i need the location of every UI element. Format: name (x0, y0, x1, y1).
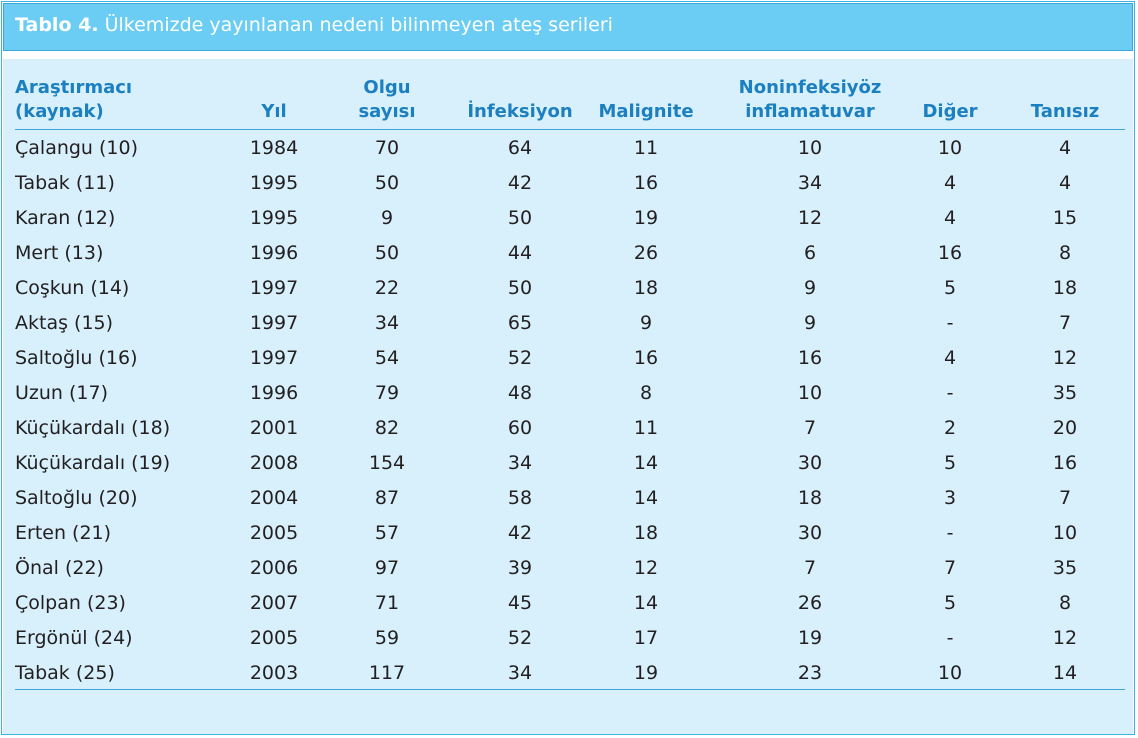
table-title-bar (3, 3, 1133, 51)
cell-infection: 52 (507, 347, 533, 369)
cell-noninfectious: 7 (803, 557, 817, 579)
cell-year: 1997 (249, 312, 299, 334)
cell-year: 1984 (249, 137, 299, 159)
cell-researcher: Aktaş (15) (15, 312, 114, 334)
cell-malignancy: 14 (633, 592, 659, 614)
table-row (3, 376, 1133, 411)
cell-year: 1995 (249, 207, 299, 229)
cell-cases: 50 (374, 242, 400, 264)
cell-other: 4 (943, 172, 957, 194)
cell-noninfectious: 30 (797, 522, 823, 544)
table-row (3, 271, 1133, 306)
cell-researcher: Tabak (11) (15, 172, 115, 194)
cell-undiagnosed: 35 (1052, 557, 1078, 579)
cell-infection: 64 (507, 137, 533, 159)
table-row (3, 341, 1133, 376)
cell-cases: 79 (374, 382, 400, 404)
cell-noninfectious: 34 (797, 172, 823, 194)
cell-undiagnosed: 20 (1052, 417, 1078, 439)
cell-other: 7 (943, 557, 957, 579)
cell-researcher: Küçükardalı (18) (15, 417, 171, 439)
table-row (3, 131, 1133, 166)
cell-undiagnosed: 4 (1058, 172, 1072, 194)
cell-researcher: Uzun (17) (15, 382, 109, 404)
cell-malignancy: 14 (633, 487, 659, 509)
table-row (3, 481, 1133, 516)
cell-malignancy: 19 (633, 207, 659, 229)
cell-other: 3 (943, 487, 957, 509)
cell-other: 2 (943, 417, 957, 439)
cell-malignancy: 11 (633, 417, 659, 439)
cell-researcher: Küçükardalı (19) (15, 452, 171, 474)
table-row (3, 516, 1133, 551)
bottom-rule (15, 689, 1125, 690)
table-row (3, 621, 1133, 656)
table-panel (3, 59, 1133, 734)
header-cases (358, 76, 415, 124)
cell-year: 2005 (249, 627, 299, 649)
cell-other: 5 (943, 592, 957, 614)
cell-other: 5 (943, 277, 957, 299)
cell-infection: 52 (507, 627, 533, 649)
cell-year: 2007 (249, 592, 299, 614)
cell-researcher: Karan (12) (15, 207, 116, 229)
header-cases-line1: Olgu (363, 77, 411, 98)
cell-infection: 48 (507, 382, 533, 404)
cell-undiagnosed: 12 (1052, 347, 1078, 369)
cell-year: 2003 (249, 662, 299, 684)
cell-cases: 87 (374, 487, 400, 509)
cell-other: - (946, 382, 954, 404)
cell-other: - (946, 522, 954, 544)
cell-malignancy: 19 (633, 662, 659, 684)
cell-year: 2001 (249, 417, 299, 439)
cell-malignancy: 8 (639, 382, 653, 404)
cell-noninfectious: 23 (797, 662, 823, 684)
cell-cases: 22 (374, 277, 400, 299)
cell-researcher: Çalangu (10) (15, 137, 139, 159)
table-row (3, 656, 1133, 691)
cell-other: 5 (943, 452, 957, 474)
header-researcher-line2: (kaynak) (15, 101, 104, 122)
cell-cases: 50 (374, 172, 400, 194)
table-row (3, 236, 1133, 271)
cell-cases: 70 (374, 137, 400, 159)
cell-undiagnosed: 18 (1052, 277, 1078, 299)
header-cases-line2: sayısı (358, 101, 416, 122)
cell-researcher: Çolpan (23) (15, 592, 126, 614)
cell-noninfectious: 7 (803, 417, 817, 439)
cell-undiagnosed: 35 (1052, 382, 1078, 404)
cell-undiagnosed: 10 (1052, 522, 1078, 544)
cell-other: 4 (943, 347, 957, 369)
table-row (3, 551, 1133, 586)
cell-other: 4 (943, 207, 957, 229)
cell-other: 10 (937, 662, 963, 684)
cell-noninfectious: 12 (797, 207, 823, 229)
table-row (3, 586, 1133, 621)
cell-other: - (946, 627, 954, 649)
cell-cases: 54 (374, 347, 400, 369)
cell-infection: 34 (507, 662, 533, 684)
cell-malignancy: 26 (633, 242, 659, 264)
cell-malignancy: 18 (633, 522, 659, 544)
header-year: Yıl (261, 101, 287, 122)
table-row (3, 201, 1133, 236)
header-noninfectious (739, 76, 882, 124)
header-malignancy: Malignite (598, 101, 694, 122)
cell-malignancy: 11 (633, 137, 659, 159)
cell-researcher: Erten (21) (15, 522, 112, 544)
cell-noninfectious: 6 (803, 242, 817, 264)
header-infection: İnfeksiyon (467, 101, 573, 122)
table-row (3, 446, 1133, 481)
header-rule (15, 129, 1125, 130)
cell-other: 10 (937, 137, 963, 159)
cell-researcher: Önal (22) (15, 557, 104, 579)
cell-researcher: Coşkun (14) (15, 277, 130, 299)
cell-undiagnosed: 8 (1058, 592, 1072, 614)
table-title (15, 14, 613, 36)
cell-cases: 57 (374, 522, 400, 544)
cell-researcher: Saltoğlu (20) (15, 487, 138, 509)
cell-noninfectious: 9 (803, 312, 817, 334)
table-number: Tablo 4. (15, 14, 99, 36)
cell-infection: 60 (507, 417, 533, 439)
header-noninfectious-line2: inflamatuvar (745, 101, 875, 122)
cell-year: 2005 (249, 522, 299, 544)
cell-infection: 42 (507, 172, 533, 194)
cell-year: 1996 (249, 382, 299, 404)
cell-undiagnosed: 16 (1052, 452, 1078, 474)
cell-undiagnosed: 12 (1052, 627, 1078, 649)
cell-noninfectious: 30 (797, 452, 823, 474)
cell-malignancy: 18 (633, 277, 659, 299)
cell-cases: 34 (374, 312, 400, 334)
cell-malignancy: 17 (633, 627, 659, 649)
table-row (3, 306, 1133, 341)
cell-other: - (946, 312, 954, 334)
cell-cases: 71 (374, 592, 400, 614)
cell-malignancy: 14 (633, 452, 659, 474)
cell-undiagnosed: 8 (1058, 242, 1072, 264)
header-undiagnosed: Tanısız (1030, 101, 1100, 122)
cell-year: 2004 (249, 487, 299, 509)
cell-infection: 42 (507, 522, 533, 544)
cell-undiagnosed: 7 (1058, 312, 1072, 334)
cell-noninfectious: 19 (797, 627, 823, 649)
table-row (3, 411, 1133, 446)
cell-cases: 154 (368, 452, 406, 474)
cell-noninfectious: 10 (797, 382, 823, 404)
header-researcher (15, 76, 132, 124)
cell-undiagnosed: 7 (1058, 487, 1072, 509)
cell-cases: 117 (368, 662, 406, 684)
cell-year: 1995 (249, 172, 299, 194)
cell-malignancy: 9 (639, 312, 653, 334)
cell-year: 1996 (249, 242, 299, 264)
cell-infection: 34 (507, 452, 533, 474)
cell-year: 1997 (249, 347, 299, 369)
cell-researcher: Mert (13) (15, 242, 104, 264)
cell-noninfectious: 9 (803, 277, 817, 299)
cell-noninfectious: 18 (797, 487, 823, 509)
cell-year: 1997 (249, 277, 299, 299)
cell-year: 2008 (249, 452, 299, 474)
cell-cases: 9 (380, 207, 394, 229)
cell-undiagnosed: 14 (1052, 662, 1078, 684)
table-caption: Ülkemizde yayınlanan nedeni bilinmeyen ateş serileri (104, 14, 613, 36)
cell-malignancy: 12 (633, 557, 659, 579)
cell-malignancy: 16 (633, 347, 659, 369)
cell-infection: 44 (507, 242, 533, 264)
cell-cases: 82 (374, 417, 400, 439)
cell-undiagnosed: 4 (1058, 137, 1072, 159)
cell-cases: 97 (374, 557, 400, 579)
header-noninfectious-line1: Noninfeksiyöz (738, 77, 882, 98)
table-row (3, 166, 1133, 201)
cell-year: 2006 (249, 557, 299, 579)
cell-infection: 58 (507, 487, 533, 509)
cell-infection: 50 (507, 277, 533, 299)
cell-infection: 50 (507, 207, 533, 229)
cell-researcher: Tabak (25) (15, 662, 115, 684)
cell-undiagnosed: 15 (1052, 207, 1078, 229)
header-researcher-line1: Araştırmacı (15, 77, 133, 98)
cell-researcher: Ergönül (24) (15, 627, 133, 649)
cell-researcher: Saltoğlu (16) (15, 347, 138, 369)
cell-infection: 65 (507, 312, 533, 334)
cell-infection: 39 (507, 557, 533, 579)
cell-noninfectious: 10 (797, 137, 823, 159)
cell-other: 16 (937, 242, 963, 264)
cell-noninfectious: 16 (797, 347, 823, 369)
cell-cases: 59 (374, 627, 400, 649)
header-other: Diğer (922, 101, 978, 122)
cell-malignancy: 16 (633, 172, 659, 194)
cell-noninfectious: 26 (797, 592, 823, 614)
cell-infection: 45 (507, 592, 533, 614)
